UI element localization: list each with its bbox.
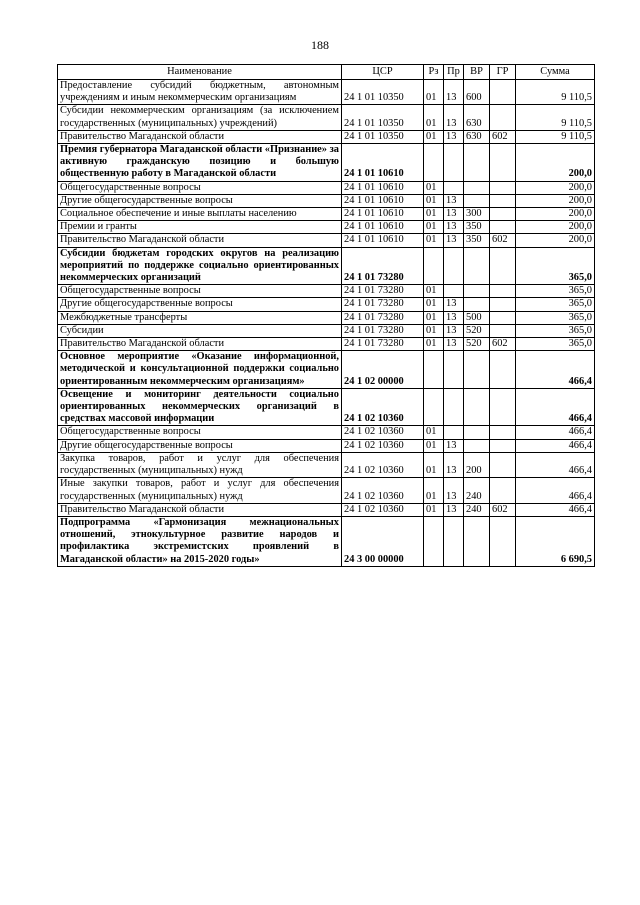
cell-vr: 500 — [464, 311, 490, 324]
cell-csr: 24 1 01 10610 — [342, 181, 424, 194]
cell-rz — [424, 247, 444, 285]
table-row — [58, 144, 595, 182]
cell-name: Другие общегосударственные вопросы — [58, 298, 342, 311]
cell-csr: 24 1 01 10610 — [342, 221, 424, 234]
cell-sum: 200,0 — [516, 181, 595, 194]
cell-vr: 630 — [464, 105, 490, 130]
cell-sum: 466,4 — [516, 452, 595, 477]
header-rz: Рз — [424, 65, 444, 80]
table-row — [58, 105, 595, 130]
cell-sum: 466,4 — [516, 503, 595, 516]
cell-rz — [424, 144, 444, 182]
table-row — [58, 221, 595, 234]
cell-name: Межбюджетные трансферты — [58, 311, 342, 324]
cell-csr: 24 1 01 73280 — [342, 247, 424, 285]
table-row — [58, 234, 595, 247]
table-body — [58, 80, 595, 567]
page-number: 188 — [311, 38, 329, 52]
cell-pr: 13 — [444, 130, 464, 143]
cell-pr: 13 — [444, 80, 464, 105]
cell-rz: 01 — [424, 80, 444, 105]
cell-rz: 01 — [424, 478, 444, 503]
cell-gr — [490, 80, 516, 105]
cell-name: Субсидии — [58, 324, 342, 337]
cell-vr: 300 — [464, 208, 490, 221]
cell-pr — [444, 516, 464, 566]
table-row — [58, 194, 595, 207]
cell-rz — [424, 388, 444, 426]
cell-csr: 24 1 01 10610 — [342, 144, 424, 182]
cell-name: Закупка товаров, работ и услуг для обеспечения государственных (муниципальных) нужд — [58, 452, 342, 477]
cell-gr — [490, 221, 516, 234]
cell-vr — [464, 516, 490, 566]
cell-name: Социальное обеспечение и иные выплаты населению — [58, 208, 342, 221]
cell-vr: 350 — [464, 221, 490, 234]
cell-name: Освещение и мониторинг деятельности социально ориентированных некоммерческих организаций в средствах массовой информации — [58, 388, 342, 426]
table-row — [58, 80, 595, 105]
cell-vr: 240 — [464, 503, 490, 516]
cell-csr: 24 1 01 10350 — [342, 105, 424, 130]
cell-name: Правительство Магаданской области — [58, 503, 342, 516]
cell-rz: 01 — [424, 208, 444, 221]
cell-rz: 01 — [424, 285, 444, 298]
table-row — [58, 452, 595, 477]
cell-sum: 466,4 — [516, 478, 595, 503]
table-row — [58, 426, 595, 439]
cell-vr: 350 — [464, 234, 490, 247]
cell-csr: 24 1 02 10360 — [342, 426, 424, 439]
cell-sum: 9 110,5 — [516, 105, 595, 130]
cell-rz: 01 — [424, 130, 444, 143]
cell-rz: 01 — [424, 426, 444, 439]
cell-name: Премии и гранты — [58, 221, 342, 234]
cell-sum: 365,0 — [516, 285, 595, 298]
cell-sum: 466,4 — [516, 439, 595, 452]
cell-rz: 01 — [424, 221, 444, 234]
cell-name: Другие общегосударственные вопросы — [58, 194, 342, 207]
cell-gr — [490, 144, 516, 182]
cell-pr: 13 — [444, 439, 464, 452]
cell-csr: 24 1 01 10350 — [342, 130, 424, 143]
cell-pr — [444, 351, 464, 389]
table-row — [58, 338, 595, 351]
cell-vr — [464, 439, 490, 452]
cell-gr: 602 — [490, 503, 516, 516]
cell-gr — [490, 426, 516, 439]
cell-pr: 13 — [444, 194, 464, 207]
cell-sum: 365,0 — [516, 311, 595, 324]
cell-csr: 24 1 02 10360 — [342, 439, 424, 452]
cell-csr: 24 1 02 10360 — [342, 452, 424, 477]
cell-csr: 24 1 02 10360 — [342, 478, 424, 503]
header-pr: Пр — [444, 65, 464, 80]
cell-vr: 520 — [464, 338, 490, 351]
cell-gr — [490, 311, 516, 324]
cell-csr: 24 1 02 00000 — [342, 351, 424, 389]
cell-vr: 200 — [464, 452, 490, 477]
cell-sum: 9 110,5 — [516, 130, 595, 143]
cell-name: Подпрограмма «Гармонизация межнациональных отношений, этнокультурное развитие народов и профилактика экстремистских проявлений в Магаданской области» на 2015-2020 годы» — [58, 516, 342, 566]
cell-gr — [490, 298, 516, 311]
cell-rz: 01 — [424, 439, 444, 452]
cell-vr — [464, 388, 490, 426]
cell-gr: 602 — [490, 338, 516, 351]
cell-pr — [444, 247, 464, 285]
cell-csr: 24 1 01 73280 — [342, 338, 424, 351]
cell-rz: 01 — [424, 452, 444, 477]
table-row — [58, 298, 595, 311]
cell-csr: 24 1 01 73280 — [342, 285, 424, 298]
table-row — [58, 478, 595, 503]
cell-pr: 13 — [444, 298, 464, 311]
cell-pr: 13 — [444, 478, 464, 503]
cell-pr — [444, 181, 464, 194]
table-row — [58, 388, 595, 426]
cell-gr — [490, 285, 516, 298]
cell-rz: 01 — [424, 503, 444, 516]
cell-name: Основное мероприятие «Оказание информационной, методической и консультационной поддержки социально ориентированным некоммерческим организациям» — [58, 351, 342, 389]
cell-rz: 01 — [424, 298, 444, 311]
cell-pr: 13 — [444, 208, 464, 221]
cell-sum: 200,0 — [516, 194, 595, 207]
cell-sum: 6 690,5 — [516, 516, 595, 566]
cell-vr — [464, 247, 490, 285]
cell-rz — [424, 516, 444, 566]
table-row — [58, 439, 595, 452]
table-row — [58, 247, 595, 285]
cell-name: Субсидии некоммерческим организациям (за исключением государственных (муниципальных) учреждений) — [58, 105, 342, 130]
table-row — [58, 181, 595, 194]
cell-name: Правительство Магаданской области — [58, 234, 342, 247]
cell-sum: 200,0 — [516, 144, 595, 182]
cell-name: Иные закупки товаров, работ и услуг для обеспечения государственных (муниципальных) нужд — [58, 478, 342, 503]
cell-pr — [444, 144, 464, 182]
cell-name: Субсидии бюджетам городских округов на реализацию мероприятий по поддержке социально ориентированных некоммерческих организаций — [58, 247, 342, 285]
cell-sum: 200,0 — [516, 234, 595, 247]
cell-name: Предоставление субсидий бюджетным, автономным учреждениям и иным некоммерческим организациям — [58, 80, 342, 105]
cell-pr: 13 — [444, 503, 464, 516]
cell-name: Общегосударственные вопросы — [58, 181, 342, 194]
cell-pr: 13 — [444, 311, 464, 324]
cell-vr: 630 — [464, 130, 490, 143]
cell-gr — [490, 181, 516, 194]
cell-pr — [444, 388, 464, 426]
table-row — [58, 285, 595, 298]
cell-gr — [490, 452, 516, 477]
cell-csr: 24 1 01 73280 — [342, 324, 424, 337]
cell-sum: 365,0 — [516, 247, 595, 285]
header-name: Наименование — [58, 65, 342, 80]
cell-vr — [464, 194, 490, 207]
table-row — [58, 311, 595, 324]
table-row — [58, 208, 595, 221]
cell-rz — [424, 351, 444, 389]
cell-rz: 01 — [424, 311, 444, 324]
cell-gr: 602 — [490, 130, 516, 143]
cell-csr: 24 1 02 10360 — [342, 388, 424, 426]
cell-vr: 600 — [464, 80, 490, 105]
table-row — [58, 130, 595, 143]
header-gr: ГР — [490, 65, 516, 80]
cell-csr: 24 1 01 73280 — [342, 298, 424, 311]
cell-rz: 01 — [424, 324, 444, 337]
cell-rz: 01 — [424, 234, 444, 247]
cell-vr — [464, 285, 490, 298]
table-row — [58, 516, 595, 566]
cell-csr: 24 3 00 00000 — [342, 516, 424, 566]
cell-sum: 466,4 — [516, 388, 595, 426]
cell-gr — [490, 194, 516, 207]
cell-sum: 466,4 — [516, 351, 595, 389]
cell-pr — [444, 426, 464, 439]
budget-table — [57, 64, 595, 567]
cell-rz: 01 — [424, 194, 444, 207]
cell-gr — [490, 208, 516, 221]
cell-vr — [464, 144, 490, 182]
cell-pr: 13 — [444, 105, 464, 130]
cell-gr — [490, 247, 516, 285]
table-row — [58, 324, 595, 337]
cell-vr — [464, 181, 490, 194]
cell-pr: 13 — [444, 338, 464, 351]
cell-pr: 13 — [444, 324, 464, 337]
cell-csr: 24 1 01 10350 — [342, 80, 424, 105]
cell-name: Правительство Магаданской области — [58, 130, 342, 143]
cell-pr — [444, 285, 464, 298]
cell-sum: 365,0 — [516, 298, 595, 311]
cell-csr: 24 1 02 10360 — [342, 503, 424, 516]
cell-sum: 200,0 — [516, 221, 595, 234]
cell-sum: 365,0 — [516, 324, 595, 337]
cell-rz: 01 — [424, 338, 444, 351]
cell-vr — [464, 298, 490, 311]
cell-name: Другие общегосударственные вопросы — [58, 439, 342, 452]
cell-gr — [490, 478, 516, 503]
cell-sum: 365,0 — [516, 338, 595, 351]
header-sum: Сумма — [516, 65, 595, 80]
cell-gr — [490, 351, 516, 389]
cell-name: Премия губернатора Магаданской области «Признание» за активную гражданскую позицию и большую общественную работу в Магаданской области — [58, 144, 342, 182]
cell-csr: 24 1 01 10610 — [342, 234, 424, 247]
cell-csr: 24 1 01 73280 — [342, 311, 424, 324]
cell-gr — [490, 439, 516, 452]
cell-pr: 13 — [444, 234, 464, 247]
cell-rz: 01 — [424, 105, 444, 130]
cell-vr — [464, 351, 490, 389]
cell-csr: 24 1 01 10610 — [342, 208, 424, 221]
table-header-row — [58, 65, 595, 80]
cell-rz: 01 — [424, 181, 444, 194]
header-csr: ЦСР — [342, 65, 424, 80]
header-vr: ВР — [464, 65, 490, 80]
cell-name: Общегосударственные вопросы — [58, 426, 342, 439]
cell-sum: 9 110,5 — [516, 80, 595, 105]
cell-pr: 13 — [444, 221, 464, 234]
table-row — [58, 351, 595, 389]
table-row — [58, 503, 595, 516]
cell-vr: 520 — [464, 324, 490, 337]
cell-name: Общегосударственные вопросы — [58, 285, 342, 298]
cell-sum: 200,0 — [516, 208, 595, 221]
cell-gr — [490, 105, 516, 130]
cell-sum: 466,4 — [516, 426, 595, 439]
cell-vr: 240 — [464, 478, 490, 503]
cell-csr: 24 1 01 10610 — [342, 194, 424, 207]
cell-gr — [490, 388, 516, 426]
cell-name: Правительство Магаданской области — [58, 338, 342, 351]
cell-pr: 13 — [444, 452, 464, 477]
cell-gr: 602 — [490, 234, 516, 247]
cell-gr — [490, 324, 516, 337]
cell-vr — [464, 426, 490, 439]
cell-gr — [490, 516, 516, 566]
